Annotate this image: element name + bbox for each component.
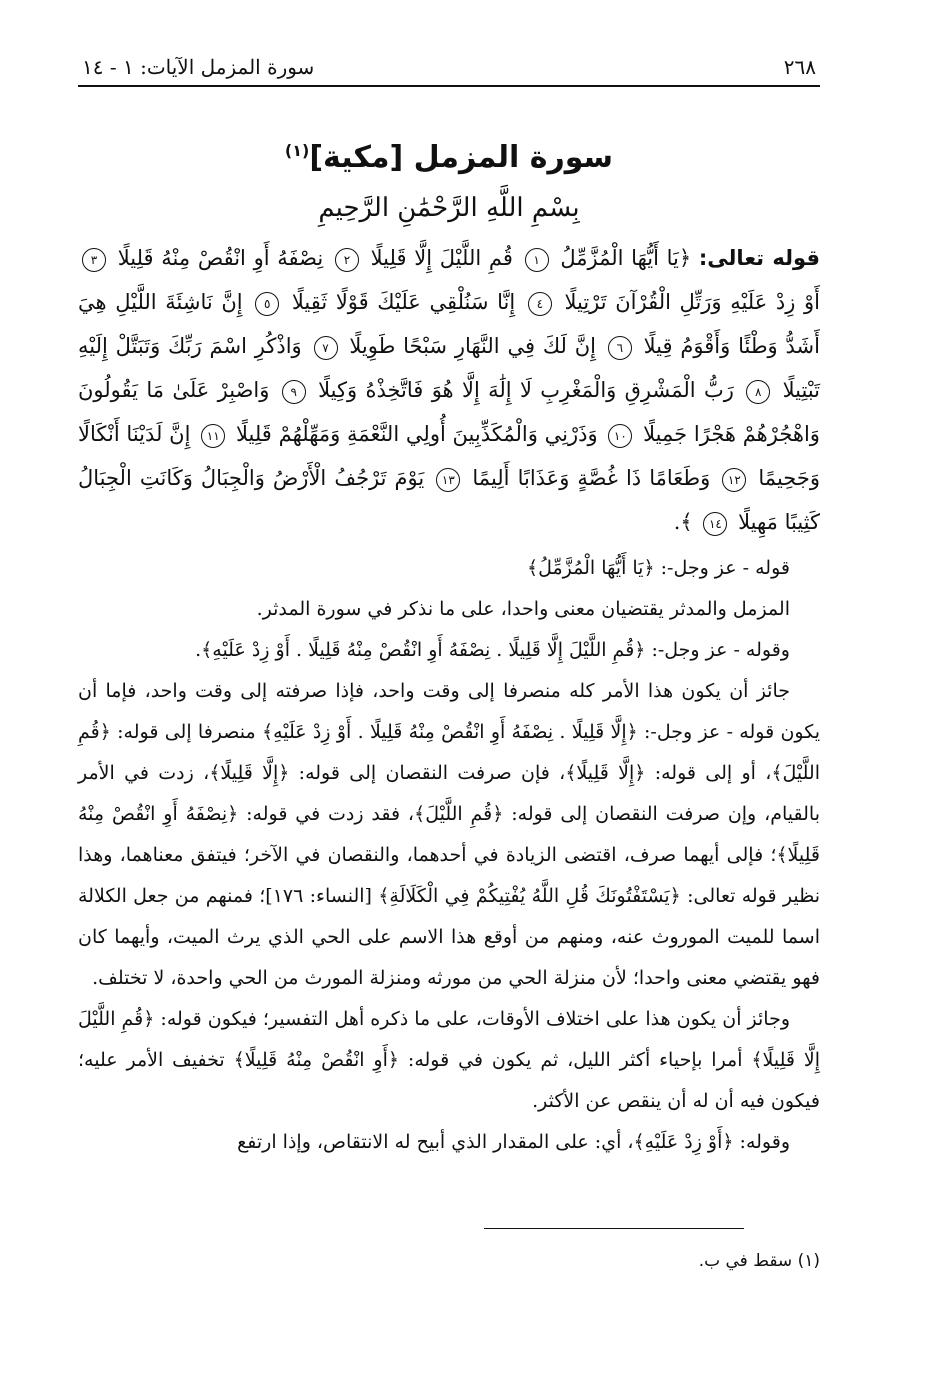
page: [78, 55, 820, 1163]
verse-text: إِنَّا سَنُلْقِي عَلَيْكَ قَوْلًا ثَقِيلًا: [291, 290, 516, 314]
verse-number: ١٤: [703, 512, 727, 536]
verse-text: إِنَّ لَكَ فِي النَّهَارِ سَبْحًا طَوِيلًا: [349, 334, 596, 358]
verses-lead: قوله تعالى:: [698, 246, 820, 270]
verse-number: ٢: [335, 248, 359, 272]
verse-number: ٣: [82, 248, 106, 272]
commentary: [78, 548, 820, 1163]
verse-text: قُمِ اللَّيْلَ إِلَّا قَلِيلًا: [370, 246, 513, 270]
verse-list: [78, 246, 820, 534]
page-number: ٢٦٨: [783, 55, 816, 79]
footnote-text: (١) سقط في ب.: [698, 1251, 820, 1271]
paragraph: قوله - عز وجل-: ﴿يَا أَيُّهَا الْمُزَّمِّلُ﴾: [526, 557, 790, 579]
paragraph: وجائز أن يكون هذا على اختلاف الأوقات، على ما ذكره أهل التفسير؛ فيكون قوله: ﴿قُمِ اللَّيْلَ إِلَّا قَلِيلًا﴾ أمرا بإحياء أكثر الليل، ثم يكون في قوله: ﴿أَوِ انْقُصْ مِنْهُ قَلِيلًا﴾ تخفيف الأمر عليه؛ فيكون فيه أن له أن ينقص عن الأكثر.: [78, 1008, 820, 1112]
footnote-marker: (١): [284, 141, 310, 160]
verse-text: نِصْفَهُ أَوِ انْقُصْ مِنْهُ قَلِيلًا: [117, 246, 324, 270]
verse-text: إِنَّ نَاشِئَةَ اللَّيْلِ هِيَ أَشَدُّ وَطْئًا وَأَقْوَمُ قِيلًا: [78, 290, 820, 358]
verse-text: ﴿يَا أَيُّهَا الْمُزَّمِّلُ: [560, 246, 692, 270]
verse-text: وَاذْكُرِ اسْمَ رَبِّكَ وَتَبَتَّلْ إِلَيْهِ تَبْتِيلًا: [78, 334, 820, 402]
footnote-divider: [484, 1228, 744, 1229]
verse-text: وَذَرْنِي وَالْمُكَذِّبِينَ أُولِي النَّعْمَةِ وَمَهِّلْهُمْ قَلِيلًا: [235, 422, 598, 446]
paragraph: جائز أن يكون هذا الأمر كله منصرفا إلى وقت واحد، فإذا صرفته إلى وقت واحد، فإما أن يكون قوله - عز وجل-: ﴿إِلَّا قَلِيلًا . نِصْفَهُ أَوِ انْقُصْ مِنْهُ قَلِيلًا . أَوْ زِدْ عَلَيْهِ﴾ منصرفا إلى قوله: ﴿قُمِ اللَّيْلَ﴾، أو إلى قوله: ﴿إِلَّا قَلِيلًا﴾، فإن صرفت النقصان إلى قوله: ﴿إِلَّا قَلِيلًا﴾، زدت في الأمر بالقيام، وإن صرفت النقصان إلى قوله: ﴿قُمِ اللَّيْلَ﴾، فقد زدت في قوله: ﴿نِصْفَهُ أَوِ انْقُصْ مِنْهُ قَلِيلًا﴾؛ فإلى أيهما صرف، اقتضى الزيادة في أحدهما، والنقصان في الآخر؛ فيتفق معناهما، وهذا نظير قوله تعالى: ﴿يَسْتَفْتُونَكَ قُلِ اللَّهُ يُفْتِيكُمْ فِي الْكَلَالَةِ﴾ [النساء: ١٧٦]؛ فمنهم من جعل الكلالة اسما للميت الموروث عنه، ومنهم من أوقع هذا الاسم على الحي الذي يرث الميت، وأيهما كان فهو يقتضي معنى واحدا؛ لأن منزلة الحي من مورثه ومنزلة المورث من الحي واحدة، لا تختلف.: [78, 680, 820, 989]
verse-text: أَوْ زِدْ عَلَيْهِ وَرَتِّلِ الْقُرْآنَ تَرْتِيلًا: [564, 290, 821, 314]
verse-number: ١١: [201, 424, 225, 448]
verse-number: ٨: [746, 380, 770, 404]
paragraph: وقوله - عز وجل-: ﴿قُمِ اللَّيْلَ إِلَّا قَلِيلًا . نِصْفَهُ أَوِ انْقُصْ مِنْهُ قَلِيلًا . أَوْ زِدْ عَلَيْهِ﴾.: [195, 639, 790, 661]
verse-number: ٧: [314, 336, 338, 360]
paragraph: المزمل والمدثر يقتضيان معنى واحدا، على ما نذكر في سورة المدثر.: [256, 598, 790, 620]
verses-block: [78, 236, 820, 544]
verse-text: إِنَّ لَدَيْنَا أَنْكَالًا وَجَحِيمًا: [78, 422, 820, 490]
running-title: سورة المزمل الآيات: ١ - ١٤: [82, 55, 315, 79]
verse-number: ١٠: [608, 424, 632, 448]
verse-number: ١٢: [722, 468, 746, 492]
verse-number: ١٣: [436, 468, 460, 492]
verse-text: وَطَعَامًا ذَا غُصَّةٍ وَعَذَابًا أَلِيمًا: [472, 466, 711, 490]
verse-number: ٤: [528, 292, 552, 316]
verse-number: ١: [525, 248, 549, 272]
surah-title-text: سورة المزمل [مكية]: [309, 140, 614, 175]
verse-number: ٩: [282, 380, 306, 404]
running-header: [78, 55, 820, 87]
verses-closing: ﴾.: [673, 510, 693, 534]
paragraph: وقوله: ﴿أَوْ زِدْ عَلَيْهِ﴾، أي: على المقدار الذي أبيح له الانتقاص، وإذا ارتفع: [237, 1131, 790, 1153]
verse-text: يَوْمَ تَرْجُفُ الْأَرْضُ وَالْجِبَالُ وَكَانَتِ الْجِبَالُ كَثِيبًا مَهِيلًا: [78, 466, 820, 534]
verse-text: رَبُّ الْمَشْرِقِ وَالْمَغْرِبِ لَا إِلَٰهَ إِلَّا هُوَ فَاتَّخِذْهُ وَكِيلًا: [318, 378, 734, 402]
verse-text: وَاصْبِرْ عَلَىٰ مَا يَقُولُونَ وَاهْجُرْهُمْ هَجْرًا جَمِيلًا: [78, 378, 820, 446]
verse-number: ٥: [255, 292, 279, 316]
surah-title: [78, 131, 820, 178]
footnote: [699, 1246, 820, 1276]
basmala: بِسْمِ اللَّهِ الرَّحْمَٰنِ الرَّحِيمِ: [318, 193, 580, 223]
verse-number: ٦: [608, 336, 632, 360]
